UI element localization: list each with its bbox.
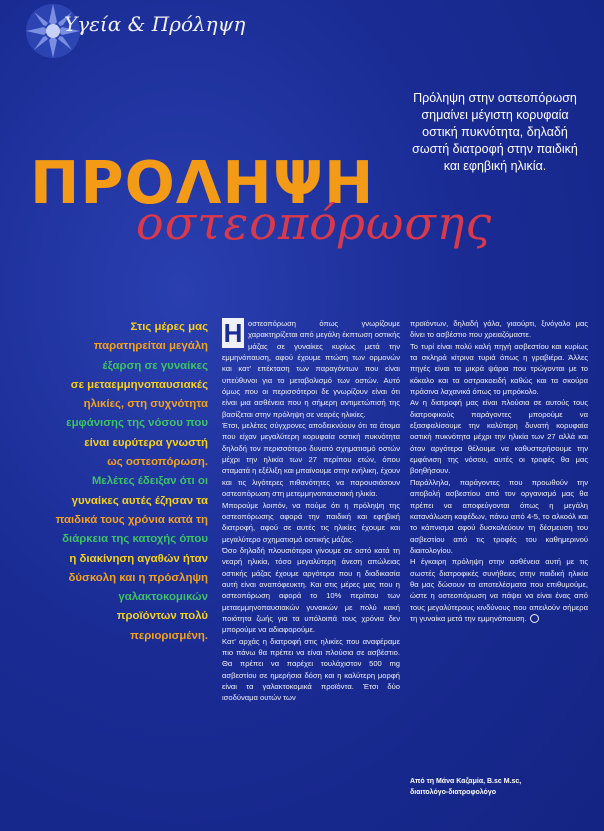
body-column-1 xyxy=(222,318,400,704)
body-paragraph: Η έγκαιρη πρόληψη στην ασθένεια αυτή με τις σωστές διατροφικές συνήθειες στην παιδική ηλικία θα μας δώσουν τα αποτελέσματα που επιθυμούμε, ώστε η οστεοπόρωση να πάψει να είναι ένας από τους μεγαλύτερους κινδύνους που απειλούν σήμερα τη γυναίκα μετά την εμμηνόπαυση. xyxy=(410,557,588,623)
body-paragraph: Παράλληλα, παράγοντες που προωθούν την αποβολή ασβεστίου από τον οργανισμό μας θα πρέπει να αποφεύγονται όπως η μεγάλη κατανάλωση καφέδων, πάνω από 4-5, το αλκοόλ και το κάπνισμα αφού δυσκολεύουν τη δέσμευση του ασβεστίου από τις τροφές του καθημερινού διαιτολογίου. xyxy=(410,477,588,555)
author-credit-line: διαιτολόγο-διατροφολόγο xyxy=(410,789,496,796)
pullquote-line: η διακίνηση αγαθών ήταν xyxy=(69,552,208,565)
pullquote-line: παιδικά τους χρόνια κατά τη xyxy=(55,513,208,526)
pullquote-line: περιορισμένη. xyxy=(130,629,208,642)
body-paragraph: Μπορούμε λοιπόν, να πούμε ότι η πρόληψη της οστεοπόρωσης αφορά την παιδική και εφηβική διατροφή, αφού σε αυτές τις ηλικίες έχουμε και μεγαλύτερο σχηματισμό οστικής μάζας. xyxy=(222,500,400,544)
pullquote-line: Μελέτες έδειξαν ότι οι xyxy=(91,475,208,488)
pullquote-line: γαλακτοκομικών xyxy=(118,591,208,604)
pullquote-line: Στις μέρες μας xyxy=(130,321,208,333)
body-paragraph: προϊόντων, δηλαδή γάλα, γιαούρτι, ξινόγαλο μας δίνει το ασβέστιο που χρειαζόμαστε. xyxy=(410,319,588,340)
pullquote-line: σε μεταεμμηνοπαυσιακές xyxy=(70,378,208,391)
intro-text: Πρόληψη στην οστεοπόρωση σημαίνει μέγιστη κορυφαία οστική πυκνότητα, δηλαδή σωστή διατροφή στην παιδική και εφηβική ηλικία. xyxy=(412,91,578,173)
body-paragraph: Έτσι, μελέτες σύγχρονες αποδεικνύουν ότι τα άτομα που είχαν μεγαλύτερη κορυφαία οστική πυκνότητα δηλαδή τον περισσότερο δυνατό σχηματισμό οστών μέχρι την ηλικία των 27 περίπου ετών, όπου σταματά η εξέλιξη και μπαίνουμε στην ενήλικη, έχουν και τις λιγότερες πιθανότητες να παρουσιάσουν οστεοπόρωση στη μετεμμηνοπαυσιακή ηλικία. xyxy=(222,421,400,499)
pullquote-line: παρατηρείται μεγάλη xyxy=(93,340,208,353)
pullquote-line: γυναίκες αυτές έζησαν τα xyxy=(71,494,208,507)
author-credit-line: Από τη Μάνα Καζαμία, B.sc M.sc, xyxy=(410,778,522,785)
headline: ΠΡΟΛΗΨΗ xyxy=(30,148,375,217)
subheadline: οστεοπόρωσης xyxy=(136,196,493,250)
pullquote-line: ηλικίες, στη συχνότητα xyxy=(83,398,208,411)
pullquote xyxy=(52,318,208,646)
pullquote-line: προϊόντων πολύ xyxy=(116,610,208,623)
pullquote-line: είναι ευρύτερα γνωστή xyxy=(84,436,208,449)
body-paragraph: Αν η διατροφή μας είναι πλούσια σε αυτούς τους διατροφικούς παράγοντες μπορούμε να εξασφαλίσουμε την καλύτερη δυνατή κορυφαία οστική πυκνότητα μέχρι την ηλικία των 27 αλλά και όταν αργότερα θέλουμε να καθυστερήσουμε την εμφάνιση της νόσου, αυτές οι τροφές θα μας βοηθήσουν. xyxy=(410,398,588,476)
pullquote-line: διάρκεια της κατοχής όπου xyxy=(62,533,208,546)
drop-cap: Η xyxy=(223,318,243,348)
pullquote-line: ως οστεοπόρωση. xyxy=(107,456,208,469)
body-paragraph: Όσο δηλαδή πλουσιότεροι γίνουμε σε οστό κατά τη νεαρή ηλικία, τόσο μεγαλύτερη άνεση απώλειας οστικής μάζας έχουμε αργότερα που η διαδικασία αυτή είναι αναπόφευκτη. Και στις μέρες μας που η οστεοπόρωση αφορά το 10% περίπου των μεταεμμηνοπαυσιακών γυναικών με πολύ κακή ποιότητα ζωής για τα υπόλοιπά τους χρόνια δεν μπορούμε να αδιαφορούμε. xyxy=(222,545,400,635)
section-title: Υγεία & Πρόληψη xyxy=(64,12,246,36)
body-paragraph: Η οστεοπόρωση όπως γνωρίζουμε χαρακτηρίζεται από μεγάλη έκπτωση οστικής μάζας σε γυναίκες κυρίως μετά την εμμηνόπαυση, αφού έχουμε πτώση των ορμονών και κατ' επέκταση των παραγόντων που είναι υπεύθυνοι για το μεταβολισμό των οστών. Αυτό όμως που οι περισσότεροι δε γνωρίζουν είναι ότι είναι μια ασθένεια που η σήμερη αντιμετώπισή της βασίζεται στην πρόληψη σε νεαρές ηλικίες. xyxy=(222,318,400,419)
pullquote-line: εμφάνισης της νόσου που xyxy=(66,417,208,430)
end-mark-icon xyxy=(530,614,539,623)
body-paragraph: Το τυρί είναι πολύ καλή πηγή ασβεστίου και κυρίως τα σκληρά κίτρινα τυριά όπως η γραβιέρα. Άλλες πηγές είναι τα μικρά ψάρια που τρώγονται με το κόκαλο και τα οστρακοειδή καθώς και τα σκούρα πράσινα λαχανικά όπως το μπρόκολο. xyxy=(410,341,588,397)
pullquote-line: δύσκολη και η πρόσληψη xyxy=(68,571,208,584)
body-paragraph: Κατ' αρχάς η διατροφή στις ηλικίες που αναφέραμε πιο πάνω θα πρέπει να είναι πλούσια σε ασβέστιο. Θα πρέπει να παρέχει τουλάχιστον 500 mg ασβεστίου σε ημερήσια δόση και η καλύτερη μορφή είναι τα γαλακτοκομικά προϊόντα. Έτσι δύο ισοδύναμα ουτών των xyxy=(222,636,400,703)
author-credit xyxy=(410,776,590,798)
pullquote-line: έξαρση σε γυναίκες xyxy=(102,359,208,372)
body-column-2 xyxy=(410,318,588,624)
